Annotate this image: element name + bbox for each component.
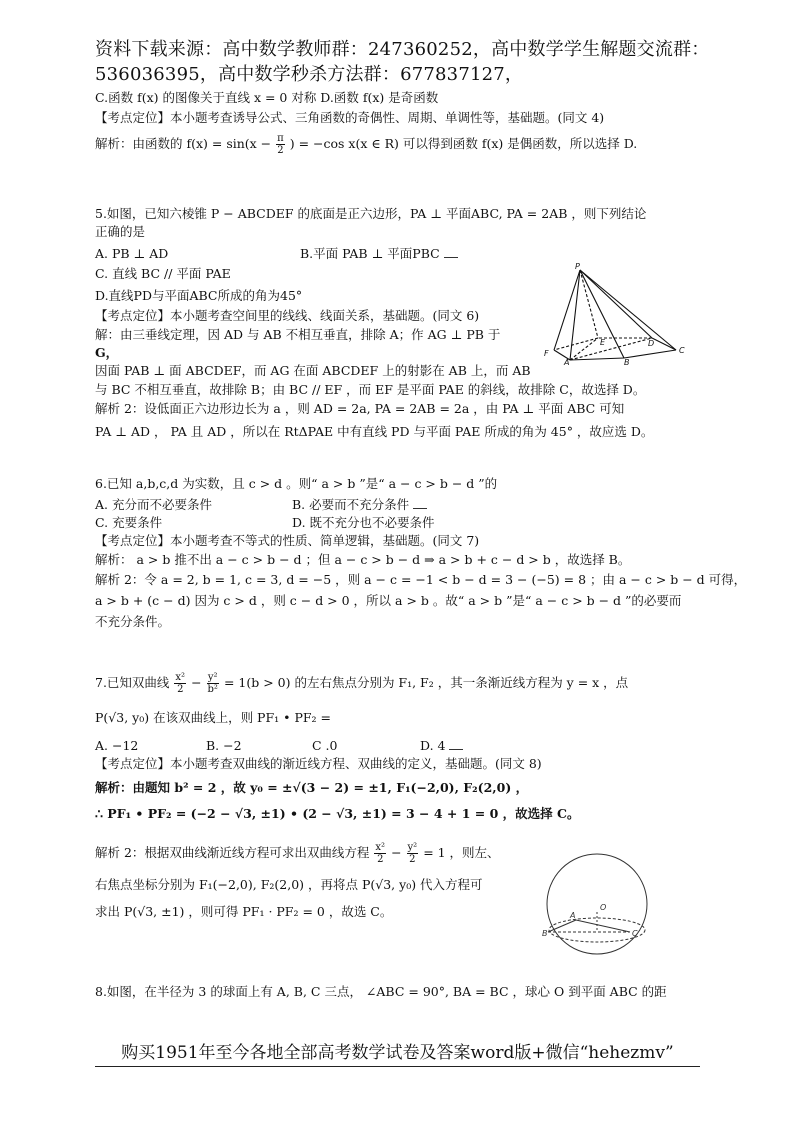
- q7-sol-3: [95, 842, 500, 865]
- q7-sol-frac-x-den: 2: [377, 854, 384, 865]
- footer-rule: [95, 1066, 700, 1067]
- q7-sol-3-pre: 解析 2：根据双曲线渐近线方程可求出双曲线方程: [95, 845, 370, 860]
- q6-stem: 6.已知 a,b,c,d 为实数，且 c > d 。则“ a > b ”是“ a − c > b − d ”的: [95, 476, 498, 491]
- q7-sol-minus: −: [391, 845, 402, 860]
- q7-sol-frac-x-num: x²: [375, 842, 386, 853]
- q6-sol-1: 解析： a > b 推不出 a − c > b − d ；但 a − c > b − d ⇒ a > b + c − d > b ，故选择 B。: [95, 552, 631, 567]
- footer-banner: 购买1951年至今各地全部高考数学试卷及答案word版+微信“hehezmv”: [121, 1043, 674, 1063]
- q7-option-d-text: D. 4: [420, 738, 446, 753]
- q7-sol-frac-x: [374, 842, 386, 865]
- pyramid-figure: [540, 262, 690, 366]
- sphere-label-c: C: [632, 929, 638, 938]
- q5-sol-3: 因面 PAB ⊥ 面 ABCDEF，而 AG 在面 ABCDEF 上的射影在 AB 上，而 AB: [95, 363, 531, 378]
- q4-fraction: [276, 133, 285, 156]
- q5-option-c: C. 直线 BC // 平面 PAE: [95, 266, 231, 281]
- q7-option-c: C .0: [312, 738, 338, 753]
- q4-solution-post: ) = −cos x(x ∈ R) 可以得到函数 f(x) 是偶函数，所以选择 D.: [289, 136, 638, 151]
- sphere-label-o: O: [600, 903, 607, 912]
- q5-stem-1: 5.如图，已知六棱锥 P − ABCDEF 的底面是正六边形，PA ⊥ 平面ABC, PA = 2AB ，则下列结论: [95, 206, 647, 221]
- q6-sol-4: 不充分条件。: [95, 614, 171, 629]
- sphere-figure: [530, 852, 664, 956]
- q7-sol-4: 右焦点坐标分别为 F₁(−2,0), F₂(2,0) ，再将点 P(√3, y₀) 代入方程可: [95, 877, 483, 892]
- q6-option-c: C. 充要条件: [95, 515, 163, 530]
- q7-stem-2: P(√3, y₀) 在该双曲线上，则 PF₁ • PF₂ =: [95, 710, 332, 725]
- pyramid-label-b: B: [624, 358, 630, 366]
- q7-option-d: [420, 738, 463, 754]
- pyramid-label-e: E: [600, 338, 606, 347]
- q5-sol-6: PA ⊥ AD ， PA 且 AD ，所以在 RtΔPAE 中有直线 PD 与平面 PAE 所成的角为 45° ，故应选 D。: [95, 424, 654, 439]
- q7-frac-x-den: 2: [177, 684, 184, 695]
- q6-option-d: D. 既不充分也不必要条件: [292, 515, 435, 530]
- q8-stem: 8.如图，在半径为 3 的球面上有 A, B, C 三点， ∠ABC = 90°, BA = BC ，球心 O 到平面 ABC 的距: [95, 984, 667, 999]
- q6-point: 【考点定位】本小题考查不等式的性质、简单逻辑，基础题。(同文 7): [95, 533, 480, 548]
- answer-blank: [444, 257, 458, 258]
- pyramid-label-c: C: [679, 346, 685, 355]
- q4-solution-pre: 解析：由函数的 f(x) = sin(x −: [95, 136, 272, 151]
- pyramid-label-p: P: [575, 262, 580, 271]
- q6-sol-2: 解析 2：令 a = 2, b = 1, c = 3, d = −5 ，则 a − c = −1 < b − d = 3 − (−5) = 8 ；由 a − c > b − d 可得，: [95, 572, 747, 587]
- pyramid-label-d: D: [648, 339, 655, 348]
- answer-blank: [413, 508, 427, 509]
- q7-frac-y-den: b²: [207, 684, 218, 695]
- q7-minus: −: [191, 675, 202, 690]
- q7-option-a: A. −12: [95, 738, 139, 753]
- q5-sol-4: 与 BC 不相互垂直，故排除 B；由 BC // EF ，而 EF 是平面 PAE 的斜线，故排除 C，故选择 D。: [95, 382, 646, 397]
- q4-options-cd: C.函数 f(x) 的图像关于直线 x = 0 对称 D.函数 f(x) 是奇函数: [95, 90, 439, 105]
- q7-sol-5: 求出 P(√3, ±1) ，则可得 PF₁ · PF₂ = 0 ，故选 C。: [95, 904, 393, 919]
- q4-frac-den: 2: [277, 145, 284, 156]
- q7-sol-1: 解析：由题知 b² = 2 ，故 y₀ = ±√(3 − 2) = ±1, F₁(−2,0), F₂(2,0) ，: [95, 780, 529, 795]
- q6-sol-3: a > b + (c − d) 因为 c > d ，则 c − d > 0 ，所以 a > b 。故“ a > b ”是“ a − c > b − d ”的必要而: [95, 593, 682, 608]
- header-line-1: 资料下载来源：高中数学教师群：247360252，高中数学学生解题交流群：: [95, 39, 710, 60]
- pyramid-label-a: A: [564, 358, 570, 366]
- q5-sol-5: 解析 2：设低面正六边形边长为 a ，则 AD = 2a, PA = 2AB = 2a ，由 PA ⊥ 平面 ABC 可知: [95, 401, 625, 416]
- sphere-label-a: A: [570, 911, 576, 920]
- q7-sol-2: ∴ PF₁ • PF₂ = (−2 − √3, ±1) • (2 − √3, ±1) = 3 − 4 + 1 = 0 ，故选择 C。: [95, 806, 580, 821]
- q5-stem-2: 正确的是: [95, 224, 146, 239]
- q7-frac-x: [174, 672, 186, 695]
- q7-option-b: B. −2: [206, 738, 242, 753]
- header-line-2: 536036395，高中数学秒杀方法群：677837127，: [95, 64, 524, 85]
- q7-frac-y-num: y²: [207, 672, 218, 683]
- q4-solution: [95, 133, 637, 156]
- q7-stem-pre: 7.已知双曲线: [95, 675, 170, 690]
- q6-option-b: [292, 497, 427, 513]
- q7-sol-frac-y: [407, 842, 419, 865]
- answer-blank: [449, 749, 463, 750]
- q7-stem: [95, 672, 628, 695]
- q5-sol-2: G，: [95, 345, 119, 360]
- sphere-label-b: B: [542, 929, 548, 938]
- q7-frac-y: [207, 672, 219, 695]
- q4-frac-num: π: [277, 133, 284, 144]
- q5-option-d: D.直线PD与平面ABC所成的角为45°: [95, 288, 303, 303]
- q6-option-b-text: B. 必要而不充分条件: [292, 497, 410, 512]
- q4-point: 【考点定位】本小题考查诱导公式、三角函数的奇偶性、周期、单调性等，基础题。(同文 4): [95, 110, 605, 125]
- q7-stem-post: = 1(b > 0) 的左右焦点分别为 F₁, F₂ ，其一条渐近线方程为 y = x ，点: [223, 675, 629, 690]
- q5-sol-1: 解：由三垂线定理，因 AD 与 AB 不相互垂直，排除 A；作 AG ⊥ PB 于: [95, 327, 501, 342]
- q7-sol-3-post: = 1 ，则左、: [423, 845, 500, 860]
- q5-option-b-text: B.平面 PAB ⊥ 平面PBC: [300, 246, 440, 261]
- q5-option-b: [300, 246, 458, 262]
- q5-point: 【考点定位】本小题考查空间里的线线、线面关系，基础题。(同文 6): [95, 308, 480, 323]
- pyramid-label-f: F: [544, 349, 549, 358]
- q7-frac-x-num: x²: [175, 672, 186, 683]
- q5-option-a: A. PB ⊥ AD: [95, 246, 169, 261]
- q7-sol-frac-y-num: y²: [407, 842, 418, 853]
- q6-option-a: A. 充分而不必要条件: [95, 497, 212, 512]
- q7-sol-frac-y-den: 2: [409, 854, 416, 865]
- q7-point: 【考点定位】本小题考查双曲线的渐近线方程、双曲线的定义，基础题。(同文 8): [95, 756, 542, 771]
